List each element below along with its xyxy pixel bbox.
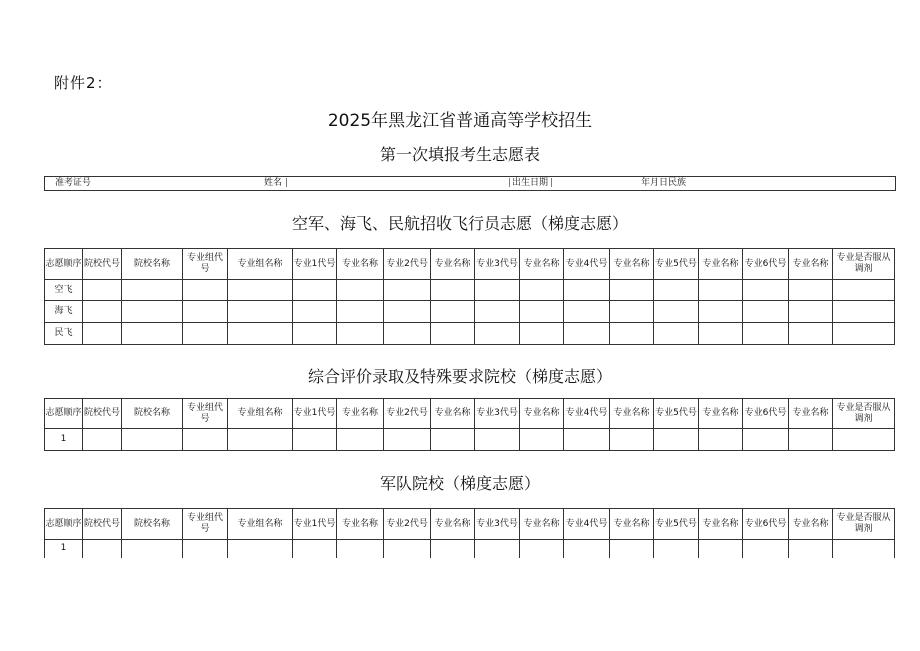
entry-cell[interactable] (384, 540, 431, 558)
entry-cell[interactable] (384, 280, 431, 301)
entry-cell[interactable] (564, 540, 610, 558)
entry-cell[interactable] (337, 540, 384, 558)
column-header: 专业5代号 (654, 509, 699, 540)
column-header: 专业名称 (610, 399, 654, 429)
entry-cell[interactable] (564, 323, 610, 345)
entry-cell[interactable] (520, 429, 564, 451)
column-header: 专业3代号 (475, 399, 520, 429)
column-header: 专业4代号 (564, 249, 610, 280)
name-label: 姓名 (264, 178, 283, 188)
entry-cell[interactable] (83, 323, 122, 345)
entry-cell[interactable] (431, 301, 475, 323)
pilot-table (44, 248, 895, 345)
row-label: 1 (45, 540, 83, 558)
column-header: 院校名称 (122, 399, 183, 429)
entry-cell[interactable] (564, 301, 610, 323)
column-header: 专业名称 (431, 249, 475, 280)
column-header: 专业名称 (337, 399, 384, 429)
column-header: 专业组代号 (183, 399, 228, 429)
entry-cell[interactable] (743, 323, 789, 345)
entry-cell[interactable] (833, 323, 895, 345)
entry-cell[interactable] (520, 540, 564, 558)
entry-cell[interactable] (122, 280, 183, 301)
column-header: 专业组代号 (183, 249, 228, 280)
entry-cell[interactable] (293, 301, 337, 323)
column-header: 院校代号 (83, 509, 122, 540)
entry-cell[interactable] (789, 323, 833, 345)
column-header: 专业名称 (431, 399, 475, 429)
entry-cell[interactable] (431, 280, 475, 301)
entry-cell[interactable] (384, 429, 431, 451)
entry-cell[interactable] (610, 540, 654, 558)
entry-cell[interactable] (337, 429, 384, 451)
entry-cell[interactable] (610, 429, 654, 451)
date-ethnic-label: 年月日民族 (641, 178, 687, 188)
entry-cell[interactable] (520, 323, 564, 345)
entry-cell[interactable] (699, 280, 743, 301)
page-title: 2025年黑龙江省普通高等学校招生 (327, 111, 593, 131)
entry-cell[interactable] (789, 280, 833, 301)
entry-cell[interactable] (789, 301, 833, 323)
column-header: 专业名称 (699, 399, 743, 429)
entry-cell[interactable] (122, 429, 183, 451)
entry-cell[interactable] (564, 280, 610, 301)
column-header: 专业1代号 (293, 399, 337, 429)
entry-cell[interactable] (475, 540, 520, 558)
column-header: 专业1代号 (293, 249, 337, 280)
column-header: 专业是否服从调剂 (833, 509, 895, 540)
entry-cell[interactable] (293, 323, 337, 345)
table-row (45, 323, 895, 345)
entry-cell[interactable] (654, 540, 699, 558)
column-header: 专业名称 (789, 249, 833, 280)
column-header: 院校代号 (83, 399, 122, 429)
column-header: 专业组名称 (228, 249, 293, 280)
entry-cell[interactable] (384, 301, 431, 323)
entry-cell[interactable] (654, 280, 699, 301)
entry-cell[interactable] (183, 323, 228, 345)
column-header: 院校名称 (122, 509, 183, 540)
entry-cell[interactable] (743, 540, 789, 558)
birth-label: 出生日期 (512, 178, 549, 188)
entry-cell[interactable] (520, 301, 564, 323)
column-header: 专业名称 (789, 399, 833, 429)
entry-cell[interactable] (833, 301, 895, 323)
column-header: 专业名称 (789, 509, 833, 540)
column-header: 专业4代号 (564, 509, 610, 540)
entry-cell[interactable] (699, 429, 743, 451)
column-header: 专业名称 (520, 399, 564, 429)
column-header: 志愿顺序 (45, 249, 83, 280)
entry-cell[interactable] (475, 280, 520, 301)
exam-id-label: 准考证号 (55, 178, 92, 188)
column-header: 专业名称 (337, 509, 384, 540)
entry-cell[interactable] (431, 429, 475, 451)
birth-field-divider: | (508, 178, 512, 188)
entry-cell[interactable] (122, 301, 183, 323)
entry-cell[interactable] (699, 323, 743, 345)
column-header: 专业6代号 (743, 509, 789, 540)
section-pilot-title: 空军、海飞、民航招收飞行员志愿（梯度志愿） (291, 214, 628, 233)
entry-cell[interactable] (743, 429, 789, 451)
comprehensive-table (44, 398, 895, 451)
entry-cell[interactable] (228, 540, 293, 558)
column-header: 专业5代号 (654, 249, 699, 280)
column-header: 专业6代号 (743, 399, 789, 429)
table-row (45, 540, 895, 558)
page-subtitle: 第一次填报考生志愿表 (379, 145, 540, 164)
entry-cell[interactable] (183, 429, 228, 451)
column-header: 专业5代号 (654, 399, 699, 429)
entry-cell[interactable] (743, 301, 789, 323)
table-row (45, 429, 895, 451)
entry-cell[interactable] (183, 301, 228, 323)
column-header: 院校代号 (83, 249, 122, 280)
row-label: 空飞 (45, 280, 83, 301)
entry-cell[interactable] (83, 301, 122, 323)
row-label: 民飞 (45, 323, 83, 345)
column-header: 志愿顺序 (45, 399, 83, 429)
table-row (45, 280, 895, 301)
column-header: 专业名称 (337, 249, 384, 280)
column-header: 专业名称 (520, 509, 564, 540)
column-header: 专业名称 (699, 249, 743, 280)
entry-cell[interactable] (610, 280, 654, 301)
entry-cell[interactable] (654, 301, 699, 323)
entry-cell[interactable] (83, 429, 122, 451)
column-header: 专业2代号 (384, 399, 431, 429)
column-header: 专业2代号 (384, 509, 431, 540)
birth-end-divider: | (550, 178, 554, 188)
entry-cell[interactable] (520, 280, 564, 301)
entry-cell[interactable] (699, 540, 743, 558)
entry-cell[interactable] (610, 301, 654, 323)
column-header: 专业名称 (431, 509, 475, 540)
entry-cell[interactable] (337, 323, 384, 345)
entry-cell[interactable] (293, 280, 337, 301)
entry-cell[interactable] (654, 323, 699, 345)
entry-cell[interactable] (833, 429, 895, 451)
entry-cell[interactable] (183, 540, 228, 558)
column-header: 志愿顺序 (45, 509, 83, 540)
military-table (44, 508, 895, 558)
column-header: 专业是否服从调剂 (833, 249, 895, 280)
column-header: 专业组名称 (228, 509, 293, 540)
entry-cell[interactable] (833, 280, 895, 301)
entry-cell[interactable] (789, 429, 833, 451)
column-header: 专业2代号 (384, 249, 431, 280)
column-header: 专业4代号 (564, 399, 610, 429)
table-row (45, 301, 895, 323)
entry-cell[interactable] (384, 323, 431, 345)
annex-label: 附件2： (54, 74, 113, 92)
column-header: 专业名称 (699, 509, 743, 540)
entry-cell[interactable] (475, 323, 520, 345)
column-header: 专业3代号 (475, 249, 520, 280)
entry-cell[interactable] (699, 301, 743, 323)
entry-cell[interactable] (122, 323, 183, 345)
entry-cell[interactable] (789, 540, 833, 558)
section-military-title: 军队院校（梯度志愿） (379, 474, 540, 493)
row-label: 1 (45, 429, 83, 451)
section-comprehensive-title: 综合评价录取及特殊要求院校（梯度志愿） (307, 367, 612, 386)
info-bar (44, 176, 896, 191)
name-field-divider: | (285, 178, 289, 188)
entry-cell[interactable] (228, 301, 293, 323)
entry-cell[interactable] (337, 280, 384, 301)
column-header: 专业组代号 (183, 509, 228, 540)
entry-cell[interactable] (228, 429, 293, 451)
entry-cell[interactable] (228, 280, 293, 301)
column-header: 专业名称 (610, 249, 654, 280)
entry-cell[interactable] (228, 323, 293, 345)
column-header: 专业是否服从调剂 (833, 399, 895, 429)
column-header: 院校名称 (122, 249, 183, 280)
entry-cell[interactable] (431, 540, 475, 558)
entry-cell[interactable] (833, 540, 895, 558)
entry-cell[interactable] (654, 429, 699, 451)
entry-cell[interactable] (475, 429, 520, 451)
entry-cell[interactable] (293, 540, 337, 558)
entry-cell[interactable] (83, 280, 122, 301)
entry-cell[interactable] (475, 301, 520, 323)
row-label: 海飞 (45, 301, 83, 323)
entry-cell[interactable] (293, 429, 337, 451)
entry-cell[interactable] (122, 540, 183, 558)
entry-cell[interactable] (337, 301, 384, 323)
entry-cell[interactable] (83, 540, 122, 558)
entry-cell[interactable] (183, 280, 228, 301)
entry-cell[interactable] (610, 323, 654, 345)
entry-cell[interactable] (564, 429, 610, 451)
column-header: 专业6代号 (743, 249, 789, 280)
column-header: 专业名称 (610, 509, 654, 540)
column-header: 专业名称 (520, 249, 564, 280)
entry-cell[interactable] (431, 323, 475, 345)
entry-cell[interactable] (743, 280, 789, 301)
column-header: 专业1代号 (293, 509, 337, 540)
column-header: 专业组名称 (228, 399, 293, 429)
column-header: 专业3代号 (475, 509, 520, 540)
